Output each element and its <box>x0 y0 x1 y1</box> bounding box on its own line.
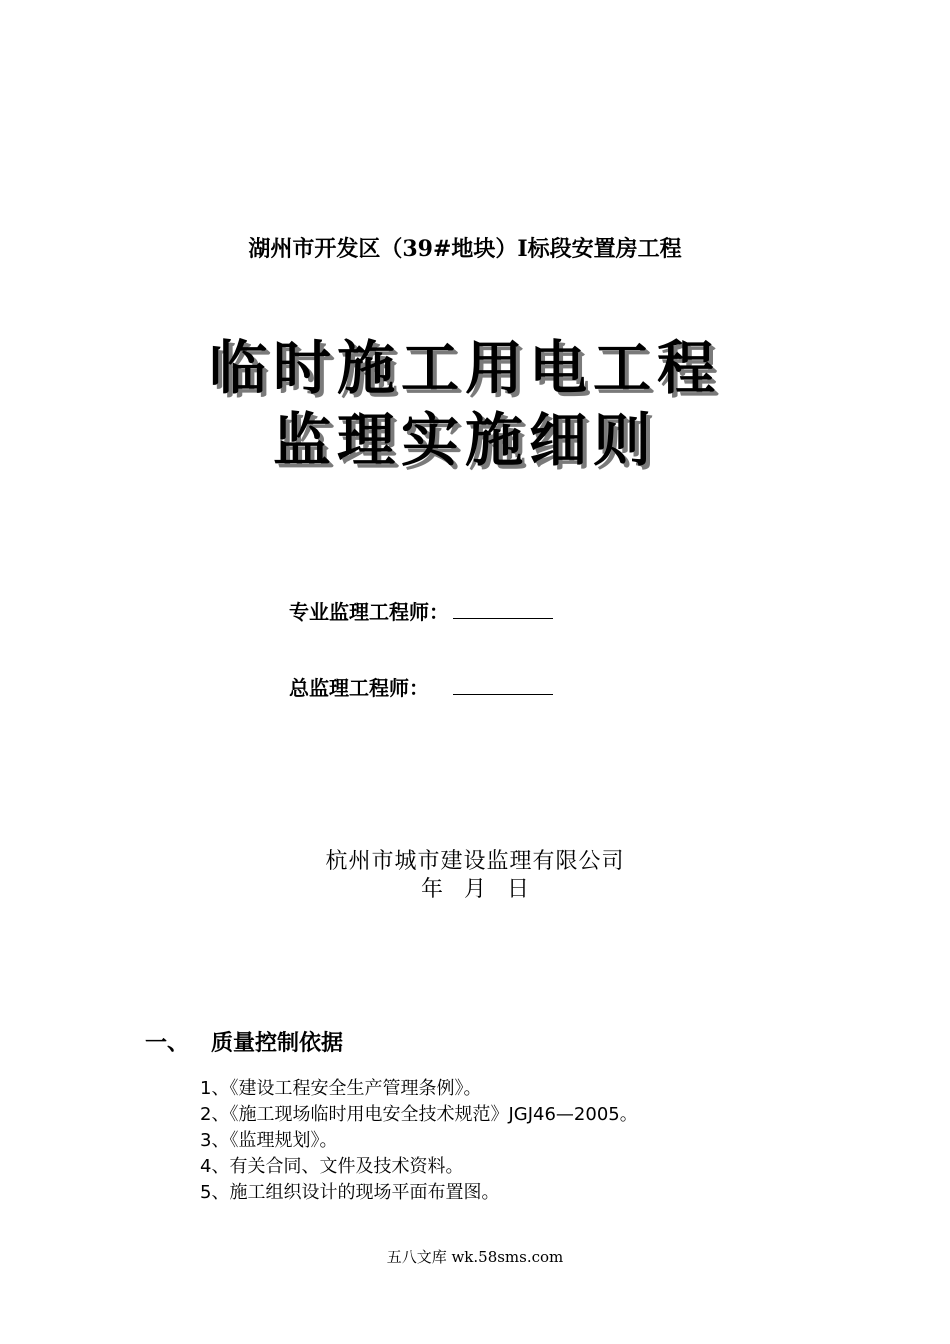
chief-engineer-signature-blank <box>453 676 553 695</box>
list-item: 2、《施工现场临时用电安全技术规范》JGJ46—2005。 <box>200 1104 638 1125</box>
chief-engineer-signature <box>289 672 553 701</box>
project-subtitle: 湖州市开发区（39#地块）I标段安置房工程 <box>248 236 682 262</box>
specialty-engineer-signature-blank <box>453 600 553 619</box>
list-item: 1、《建设工程安全生产管理条例》。 <box>200 1078 482 1099</box>
list-item: 3、《监理规划》。 <box>200 1130 338 1151</box>
specialty-engineer-signature <box>289 596 553 625</box>
date-line: 年 月 日 <box>421 877 529 902</box>
section-title: 质量控制依据 <box>211 1031 344 1056</box>
specialty-engineer-label: 专业监理工程师： <box>289 600 449 624</box>
list-item: 5、施工组织设计的现场平面布置图。 <box>200 1182 500 1203</box>
basis-list <box>200 1076 638 1206</box>
section-heading <box>145 1026 343 1057</box>
chief-engineer-label: 总监理工程师： <box>289 676 429 700</box>
main-title-line-1: 临时施工用电工程 <box>208 334 721 402</box>
main-title-line-2: 监理实施细则 <box>272 406 657 474</box>
section-number: 一、 <box>145 1031 190 1056</box>
footer-watermark: 五八文库 wk.58sms.com <box>386 1248 564 1266</box>
company-name: 杭州市城市建设监理有限公司 <box>325 849 625 874</box>
list-item: 4、有关合同、文件及技术资料。 <box>200 1156 464 1177</box>
